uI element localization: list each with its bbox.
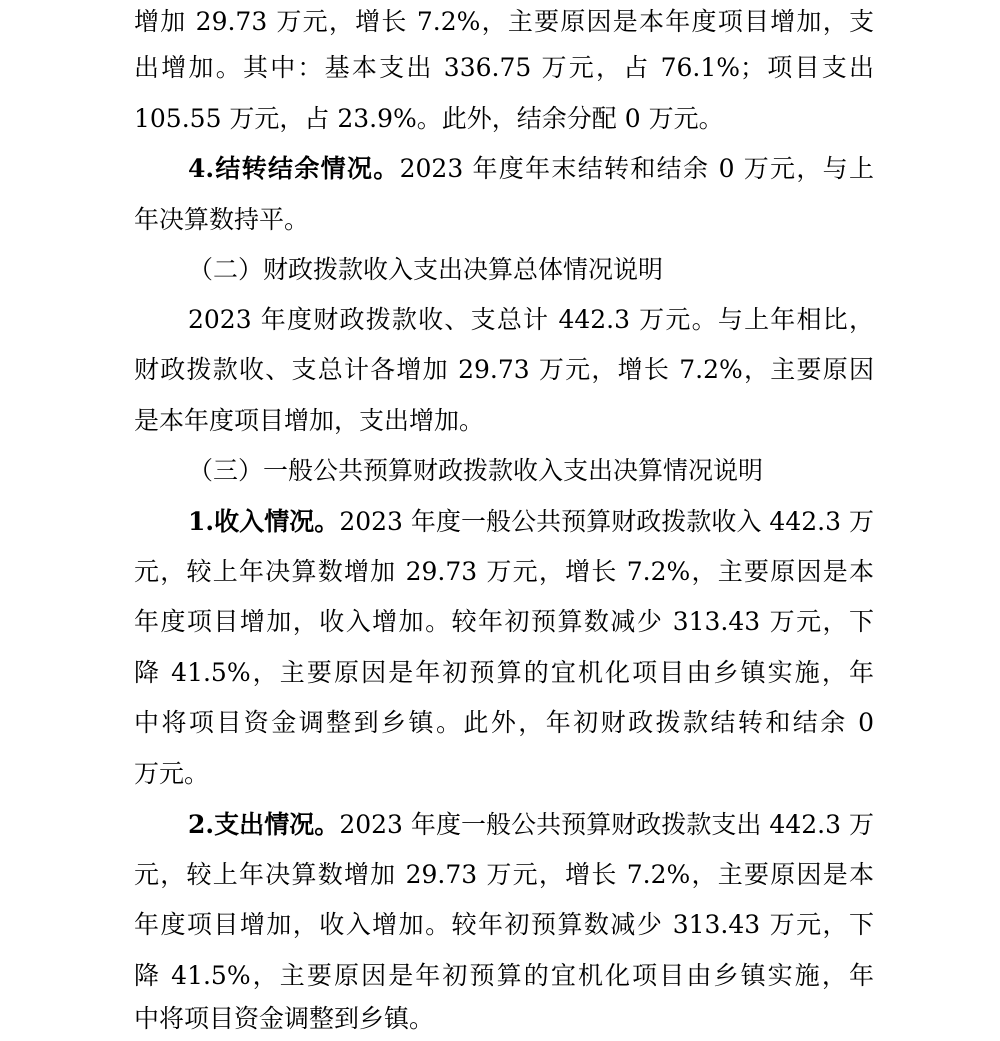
paragraph-line: 财政拨款收、支总计各增加 29.73 万元，增长 7.2%，主要原因 xyxy=(134,355,874,384)
paragraph-line: 元，较上年决算数增加 29.73 万元，增长 7.2%，主要原因是本 xyxy=(134,860,874,889)
section-4-text: 2023 年度年末结转和结余 0 万元，与上 xyxy=(399,154,874,183)
paragraph-line: 元，较上年决算数增加 29.73 万元，增长 7.2%，主要原因是本 xyxy=(134,557,874,586)
paragraph-line: 万元。 xyxy=(134,759,210,788)
section-4-line xyxy=(134,147,874,191)
paragraph-line: 出增加。其中：基本支出 336.75 万元，占 76.1%；项目支出 xyxy=(134,53,874,82)
paragraph-line: 中将项目资金调整到乡镇。 xyxy=(134,1004,435,1033)
paragraph-line: 105.55 万元，占 23.9%。此外，结余分配 0 万元。 xyxy=(134,104,724,133)
section-1-line xyxy=(134,500,874,544)
paragraph-line: 年度项目增加，收入增加。较年初预算数减少 313.43 万元，下 xyxy=(134,910,874,939)
paragraph-line: 是本年度项目增加，支出增加。 xyxy=(134,406,485,435)
section-2-line xyxy=(134,803,874,847)
section-2-text: 2023 年度一般公共预算财政拨款支出 442.3 万 xyxy=(339,810,874,839)
paragraph-line: 年度项目增加，收入增加。较年初预算数减少 313.43 万元，下 xyxy=(134,607,874,636)
section-2-heading: 2.支出情况。 xyxy=(188,810,340,839)
section-4-heading: 4.结转结余情况。 xyxy=(188,154,400,183)
section-1-text: 2023 年度一般公共预算财政拨款收入 442.3 万 xyxy=(339,507,874,536)
paragraph-line: 2023 年度财政拨款收、支总计 442.3 万元。与上年相比， xyxy=(188,305,874,334)
section-heading-3: （三）一般公共预算财政拨款收入支出决算情况说明 xyxy=(188,456,764,485)
paragraph-line: 中将项目资金调整到乡镇。此外，年初财政拨款结转和结余 0 xyxy=(134,708,874,737)
paragraph-line: 年决算数持平。 xyxy=(134,205,310,234)
paragraph-line: 增加 29.73 万元，增长 7.2%，主要原因是本年度项目增加，支 xyxy=(134,7,874,36)
paragraph-line: 降 41.5%，主要原因是年初预算的宜机化项目由乡镇实施，年 xyxy=(134,961,874,990)
section-1-heading: 1.收入情况。 xyxy=(188,507,340,536)
paragraph-line: 降 41.5%，主要原因是年初预算的宜机化项目由乡镇实施，年 xyxy=(134,658,874,687)
section-heading-2: （二）财政拨款收入支出决算总体情况说明 xyxy=(188,255,664,284)
